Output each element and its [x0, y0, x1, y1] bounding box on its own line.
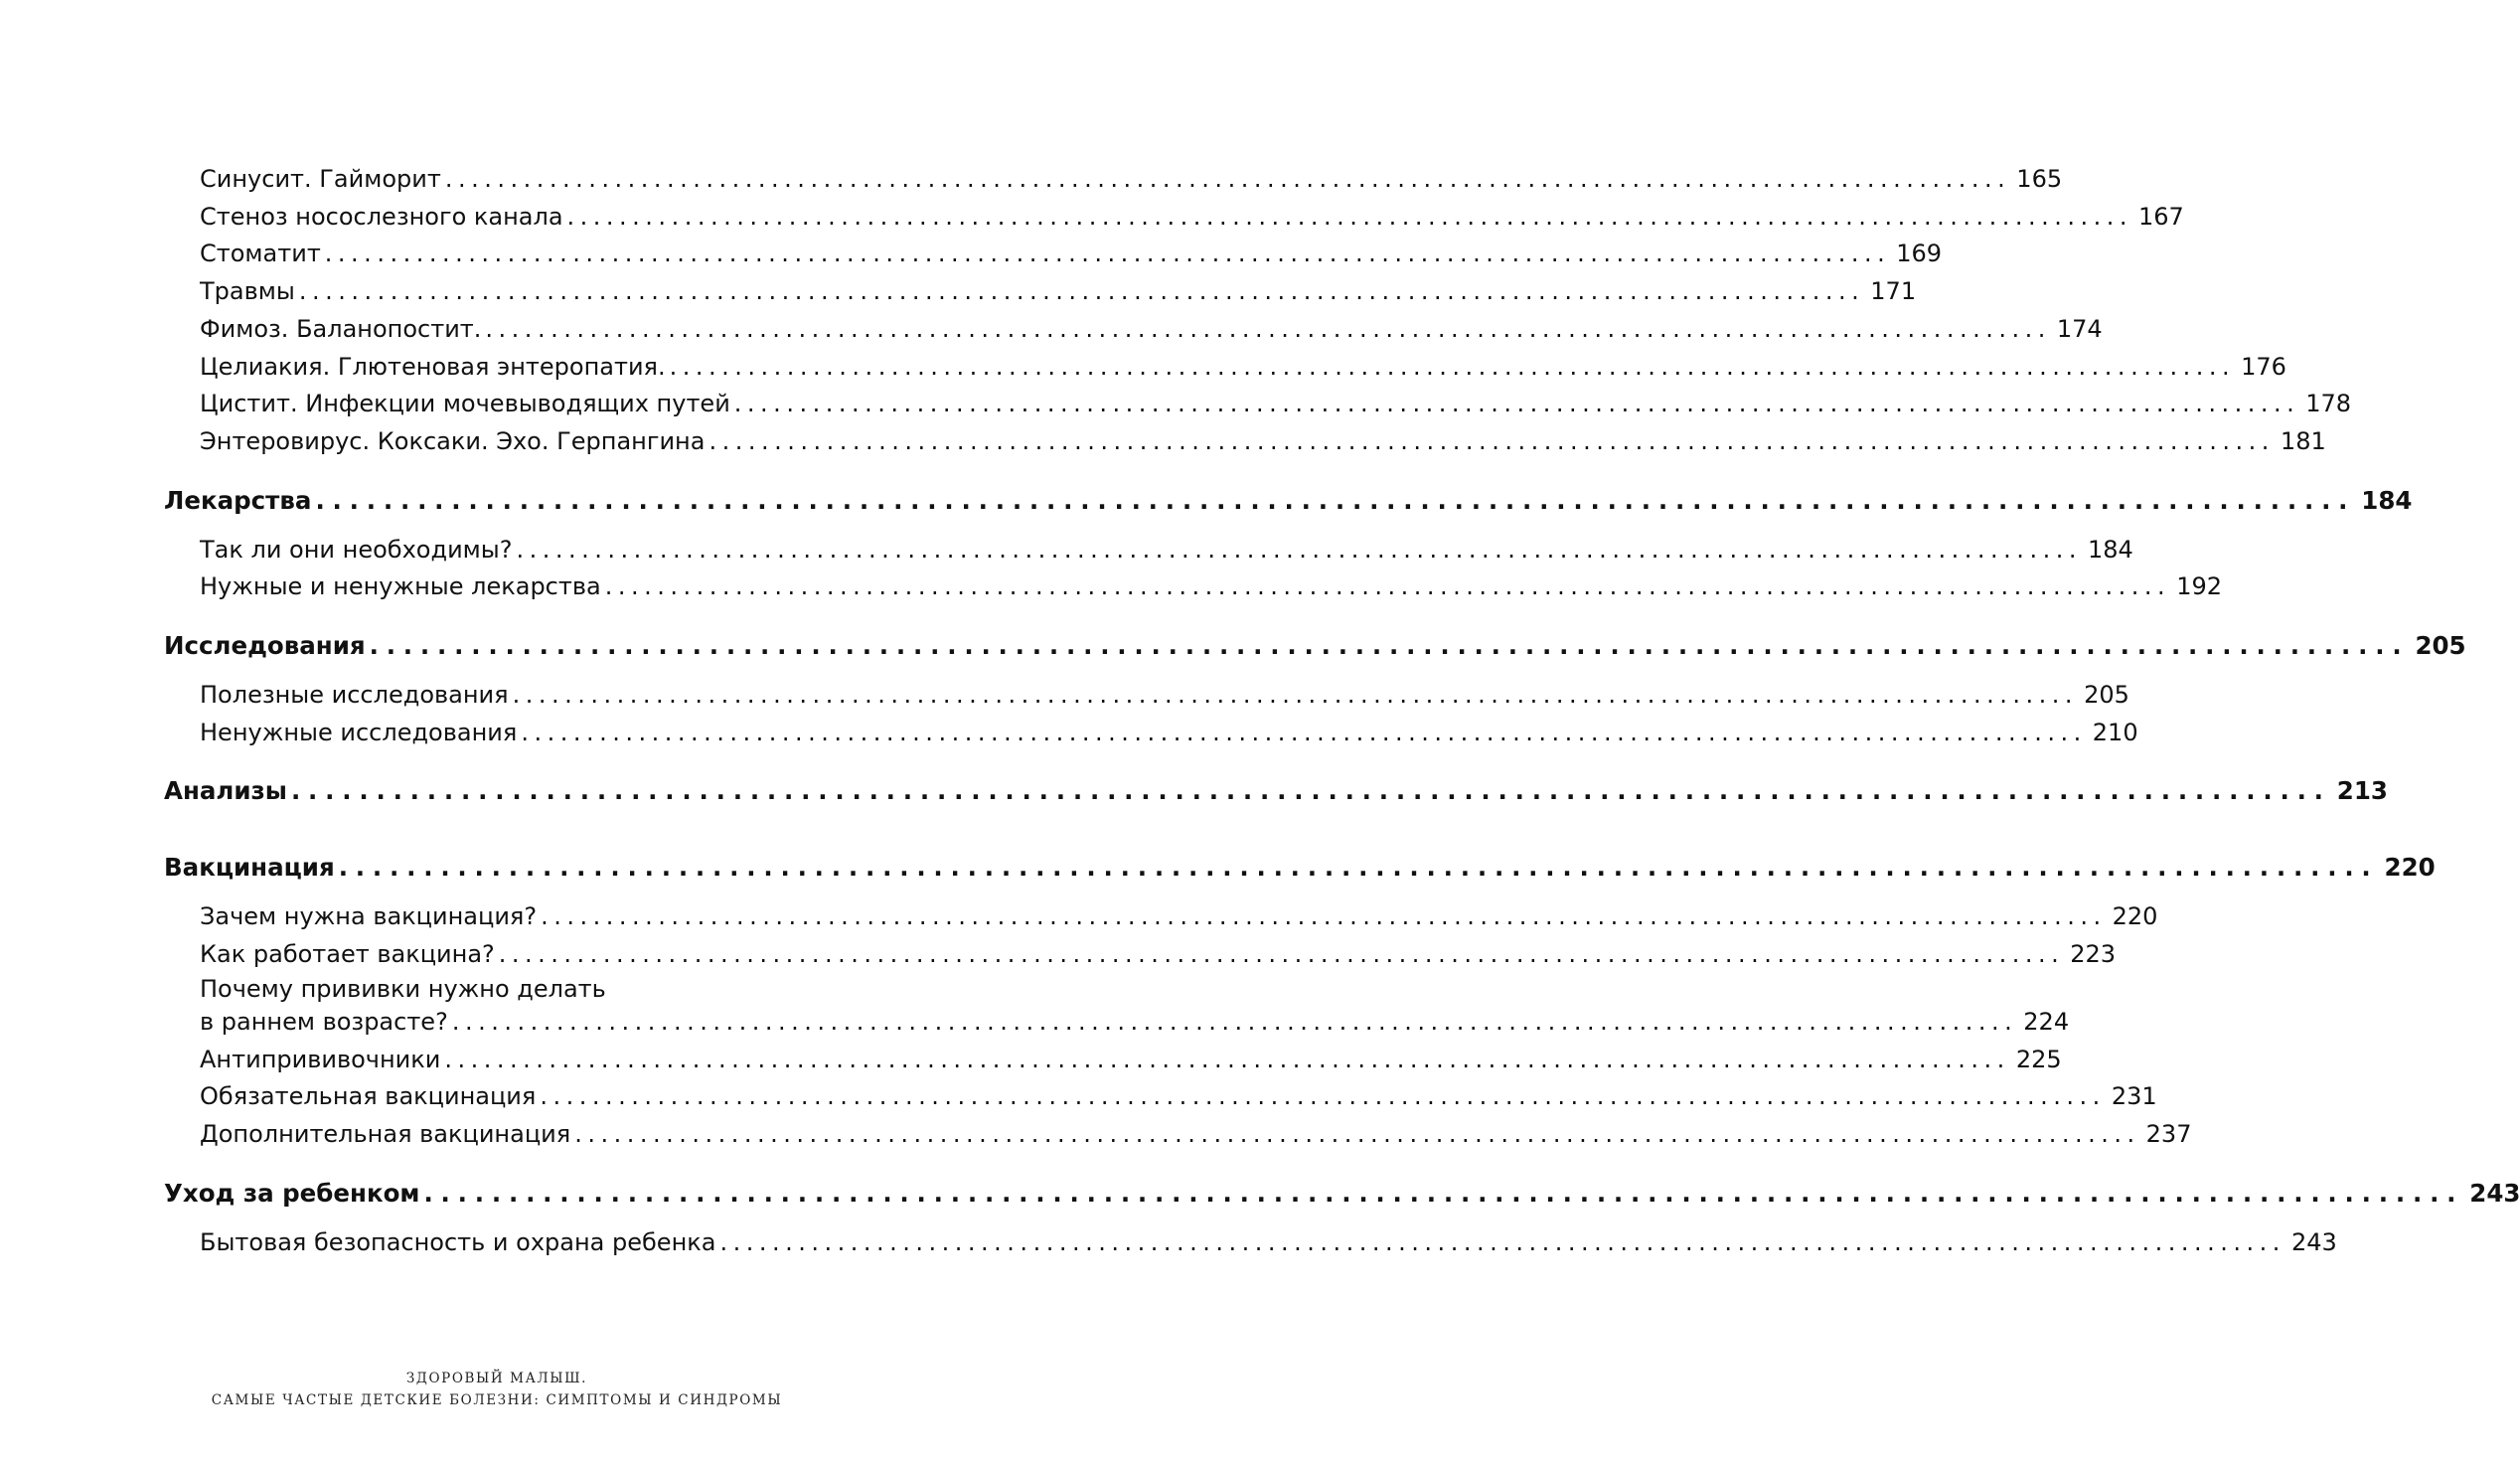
leader-dots: ........................................................................................................................: [324, 240, 1891, 268]
leader-dots: ........................................................................................................................: [512, 681, 2079, 710]
table-of-contents: [164, 161, 2520, 1261]
toc-entry-page: 184: [2082, 532, 2133, 569]
toc-entry[interactable]: [200, 568, 2222, 606]
toc-entry-page: 171: [1864, 273, 1916, 311]
toc-entry[interactable]: [200, 199, 2184, 237]
toc-entry-title-line1: Почему прививки нужно делать: [200, 974, 606, 1003]
toc-entry-title: Полезные исследования: [200, 677, 513, 715]
toc-entry-page: 165: [2010, 161, 2062, 199]
toc-entry[interactable]: [200, 236, 1943, 273]
toc-section-title: Анализы: [164, 771, 291, 811]
toc-entry-page: 210: [2087, 715, 2138, 752]
leader-dots: ........................................................................................................................: [669, 352, 2236, 381]
toc-section-page: 205: [2409, 626, 2465, 666]
toc-entry-page: 192: [2170, 568, 2222, 606]
toc-section-care[interactable]: [164, 1174, 2520, 1214]
toc-entry-title: Фимоз. Баланопостит.: [200, 311, 485, 349]
leader-dots: ........................................................................................................................: [290, 776, 2331, 806]
toc-entry-page: 231: [2106, 1078, 2157, 1116]
toc-entry[interactable]: [200, 1004, 2070, 1042]
toc-entry-title: Дополнительная вакцинация: [200, 1116, 574, 1154]
toc-entry-page: 181: [2275, 423, 2326, 461]
running-footer: [0, 1368, 994, 1411]
toc-entry[interactable]: [200, 898, 2158, 936]
toc-entry-page: 225: [2010, 1042, 2062, 1079]
toc-section-page: 243: [2463, 1174, 2520, 1214]
toc-entry[interactable]: [200, 715, 2138, 752]
leader-dots: ........................................................................................................................: [451, 1007, 2018, 1036]
toc-entry[interactable]: [200, 273, 1917, 311]
leader-dots: ........................................................................................................................: [485, 314, 2051, 343]
toc-entry[interactable]: [200, 936, 2117, 974]
leader-dots: ........................................................................................................................: [574, 1119, 2140, 1148]
book-title: ЗДОРОВЫЙ МАЛЫШ.: [405, 1371, 588, 1386]
toc-entry-title: Синусит. Гайморит: [200, 161, 445, 199]
toc-section-analyses[interactable]: [164, 771, 2388, 811]
toc-section-page: 220: [2379, 848, 2436, 888]
toc-section-title: Исследования: [164, 626, 370, 666]
toc-entry-title: Зачем нужна вакцинация?: [200, 898, 541, 936]
leader-dots: ........................................................................................................................: [733, 390, 2300, 418]
leader-dots: ........................................................................................................................: [444, 165, 2011, 193]
leader-dots: ........................................................................................................................: [709, 426, 2275, 455]
toc-section-medicines[interactable]: [164, 481, 2413, 521]
toc-entry-title: Травмы: [200, 273, 299, 311]
leader-dots: ........................................................................................................................: [498, 940, 2065, 969]
leader-dots: ........................................................................................................................: [719, 1227, 2285, 1256]
leader-dots: ........................................................................................................................: [516, 535, 2082, 564]
toc-entry-title: Как работает вакцина?: [200, 936, 499, 974]
toc-entry-title: Так ли они необходимы?: [200, 532, 516, 569]
toc-entry-title: Нужные и ненужные лекарства: [200, 568, 605, 606]
toc-entry-page: 167: [2132, 199, 2184, 237]
leader-dots: ........................................................................................................................: [423, 1178, 2464, 1208]
toc-entry-page: 237: [2140, 1116, 2192, 1154]
toc-entry-title: Обязательная вакцинация: [200, 1078, 540, 1116]
leader-dots: ........................................................................................................................: [541, 902, 2107, 931]
leader-dots: ........................................................................................................................: [444, 1045, 2010, 1073]
toc-section-research[interactable]: [164, 626, 2466, 666]
toc-entry[interactable]: [200, 386, 2352, 423]
toc-entry-title: Цистит. Инфекции мочевыводящих путей: [200, 386, 734, 423]
toc-section-vaccination[interactable]: [164, 848, 2436, 888]
toc-entry[interactable]: [200, 423, 2326, 461]
toc-entry-title: Антипрививочники: [200, 1042, 444, 1079]
toc-entry-page: 169: [1890, 236, 1942, 273]
toc-section-page: 213: [2331, 771, 2388, 811]
toc-entry[interactable]: [200, 161, 2063, 199]
toc-entry[interactable]: [200, 1116, 2192, 1154]
leader-dots: ........................................................................................................................: [521, 718, 2087, 746]
toc-entry-title: Ненужные исследования: [200, 715, 521, 752]
toc-entry[interactable]: [200, 349, 2286, 387]
toc-entry-page: 205: [2078, 677, 2129, 715]
leader-dots: ........................................................................................................................: [369, 631, 2410, 661]
toc-entry-page: 243: [2285, 1224, 2337, 1262]
leader-dots: ........................................................................................................................: [315, 485, 2356, 515]
leader-dots: ........................................................................................................................: [604, 572, 2171, 601]
toc-entry-title: Стеноз носослезного канала: [200, 199, 567, 237]
toc-section-title: Уход за ребенком: [164, 1174, 423, 1214]
toc-entry-title-line2: в раннем возрасте?: [200, 1004, 452, 1042]
toc-entry-page: 176: [2235, 349, 2286, 387]
toc-entry-title: Энтеровирус. Коксаки. Эхо. Герпангина: [200, 423, 709, 461]
leader-dots: ........................................................................................................................: [540, 1082, 2106, 1111]
toc-entry[interactable]: [200, 311, 2103, 349]
leader-dots: ........................................................................................................................: [298, 277, 1865, 306]
toc-entry-title: Бытовая безопасность и охрана ребенка: [200, 1224, 719, 1262]
toc-entry[interactable]: [200, 1078, 2157, 1116]
toc-section-title: Вакцинация: [164, 848, 339, 888]
book-subtitle: САМЫЕ ЧАСТЫЕ ДЕТСКИЕ БОЛЕЗНИ: СИМПТОМЫ И СИНДРОМЫ: [211, 1392, 783, 1408]
toc-section-page: 184: [2355, 481, 2412, 521]
toc-entry-title: Стоматит: [200, 236, 325, 273]
toc-entry-page: 174: [2051, 311, 2103, 349]
leader-dots: ........................................................................................................................: [338, 853, 2379, 883]
leader-dots: ........................................................................................................................: [566, 202, 2132, 231]
toc-entry-page: 178: [2299, 386, 2351, 423]
toc-entry-title: Целиакия. Глютеновая энтеропатия.: [200, 349, 670, 387]
toc-entry[interactable]: [200, 532, 2133, 569]
toc-entry-page: 220: [2107, 898, 2158, 936]
toc-entry[interactable]: [200, 1042, 2062, 1079]
toc-entry[interactable]: [200, 677, 2129, 715]
toc-entry-page: 223: [2064, 936, 2116, 974]
toc-entry[interactable]: [200, 1224, 2337, 1262]
toc-entry-page: 224: [2017, 1004, 2069, 1042]
toc-section-title: Лекарства: [164, 481, 315, 521]
